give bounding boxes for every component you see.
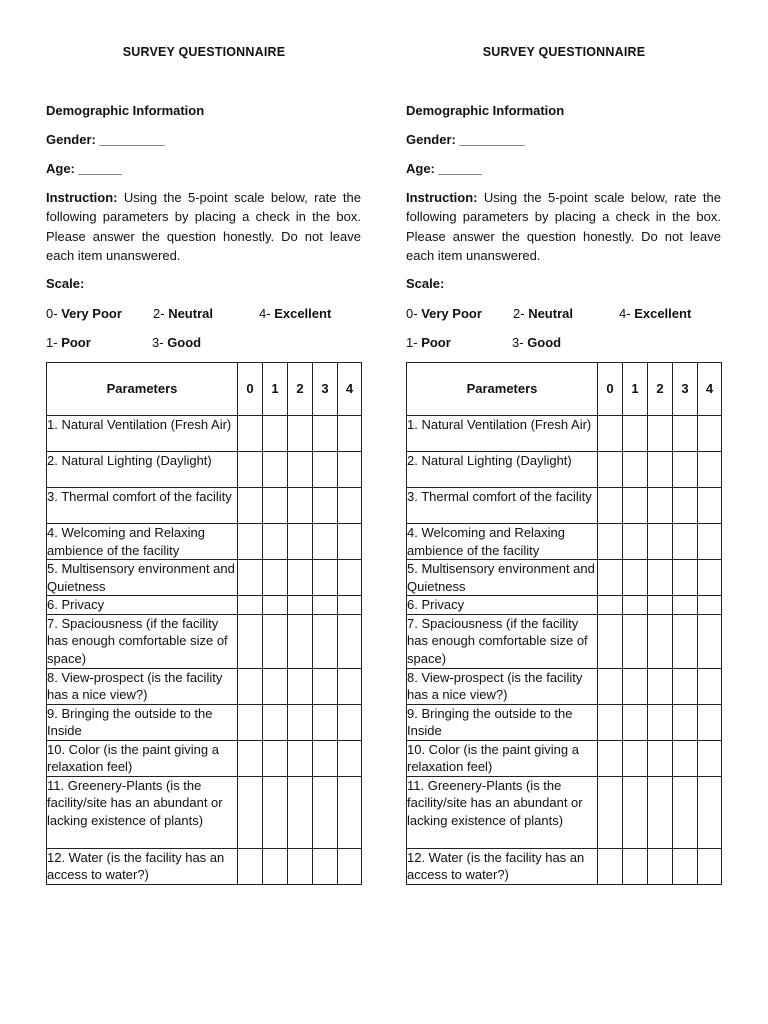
demographic-heading: Demographic Information bbox=[46, 103, 205, 118]
rating-cell-0[interactable] bbox=[598, 488, 623, 524]
rating-cell-1[interactable] bbox=[263, 524, 288, 560]
rating-cell-4[interactable] bbox=[338, 524, 362, 560]
rating-cell-2[interactable] bbox=[648, 488, 673, 524]
rating-cell-0[interactable] bbox=[598, 740, 623, 776]
rating-cell-4[interactable] bbox=[698, 596, 722, 615]
scale-item-0 bbox=[46, 304, 122, 323]
gender-label: Gender: bbox=[406, 132, 456, 147]
table-row bbox=[407, 776, 722, 848]
rating-cell-2[interactable] bbox=[288, 596, 313, 615]
table-header-row bbox=[407, 363, 722, 416]
rating-cell-2[interactable] bbox=[648, 524, 673, 560]
rating-cell-0[interactable] bbox=[238, 524, 263, 560]
table-row bbox=[407, 704, 722, 740]
parameter-label: 9. Bringing the outside to the Inside bbox=[407, 704, 598, 740]
gender-line bbox=[46, 130, 165, 149]
rating-cell-4[interactable] bbox=[698, 488, 722, 524]
parameter-label: 11. Greenery-Plants (is the facility/site has an abundant or lacking existence of plants) bbox=[47, 776, 238, 848]
rating-cell-3[interactable] bbox=[673, 596, 698, 615]
parameter-label: 5. Multisensory environment and Quietness bbox=[407, 560, 598, 596]
rating-cell-0[interactable] bbox=[598, 524, 623, 560]
rating-cell-1[interactable] bbox=[263, 488, 288, 524]
rating-cell-2[interactable] bbox=[288, 416, 313, 452]
score-header-4: 4 bbox=[338, 363, 362, 416]
rating-cell-3[interactable] bbox=[673, 560, 698, 596]
table-row bbox=[407, 668, 722, 704]
rating-cell-4[interactable] bbox=[338, 668, 362, 704]
rating-cell-3[interactable] bbox=[673, 452, 698, 488]
rating-cell-4[interactable] bbox=[338, 452, 362, 488]
parameter-label: 3. Thermal comfort of the facility bbox=[47, 488, 238, 524]
rating-cell-1[interactable] bbox=[263, 416, 288, 452]
rating-cell-1[interactable] bbox=[623, 524, 648, 560]
rating-cell-0[interactable] bbox=[598, 848, 623, 884]
parameter-label: 7. Spaciousness (if the facility has enough comfortable size of space) bbox=[407, 614, 598, 668]
table-row bbox=[407, 848, 722, 884]
age-line bbox=[406, 159, 482, 178]
rating-cell-0[interactable] bbox=[598, 704, 623, 740]
scale-item-1 bbox=[46, 333, 91, 352]
table-row bbox=[407, 524, 722, 560]
table-row bbox=[47, 668, 362, 704]
parameter-label: 3. Thermal comfort of the facility bbox=[407, 488, 598, 524]
scale-item-1 bbox=[406, 333, 451, 352]
rating-cell-2[interactable] bbox=[648, 848, 673, 884]
rating-cell-3[interactable] bbox=[313, 596, 338, 615]
table-row bbox=[407, 614, 722, 668]
rating-cell-2[interactable] bbox=[648, 776, 673, 848]
score-header-1: 1 bbox=[623, 363, 648, 416]
rating-cell-0[interactable] bbox=[238, 740, 263, 776]
rating-cell-4[interactable] bbox=[338, 848, 362, 884]
scale-number: 4- bbox=[259, 306, 271, 321]
rating-cell-0[interactable] bbox=[238, 848, 263, 884]
rating-cell-3[interactable] bbox=[313, 668, 338, 704]
scale-item-4 bbox=[619, 304, 691, 323]
rating-cell-4[interactable] bbox=[338, 740, 362, 776]
table-row bbox=[47, 614, 362, 668]
scale-number: 0- bbox=[46, 306, 58, 321]
scale-text: Poor bbox=[61, 335, 91, 350]
rating-cell-1[interactable] bbox=[623, 704, 648, 740]
table-row bbox=[47, 740, 362, 776]
rating-cell-2[interactable] bbox=[288, 524, 313, 560]
rating-cell-3[interactable] bbox=[673, 704, 698, 740]
table-row bbox=[47, 416, 362, 452]
rating-cell-0[interactable] bbox=[598, 776, 623, 848]
rating-cell-2[interactable] bbox=[648, 560, 673, 596]
parameter-label: 11. Greenery-Plants (is the facility/site has an abundant or lacking existence of plants) bbox=[407, 776, 598, 848]
rating-cell-3[interactable] bbox=[313, 740, 338, 776]
rating-cell-1[interactable] bbox=[263, 596, 288, 615]
rating-cell-4[interactable] bbox=[698, 776, 722, 848]
age-label: Age: bbox=[406, 161, 435, 176]
parameter-label: 5. Multisensory environment and Quietness bbox=[47, 560, 238, 596]
rating-cell-4[interactable] bbox=[338, 596, 362, 615]
age-label: Age: bbox=[46, 161, 75, 176]
rating-cell-1[interactable] bbox=[623, 452, 648, 488]
rating-cell-3[interactable] bbox=[313, 560, 338, 596]
instruction-label: Instruction: bbox=[46, 190, 118, 205]
scale-text: Good bbox=[167, 335, 202, 350]
instruction-paragraph bbox=[46, 188, 361, 265]
scale-label: Scale: bbox=[46, 276, 85, 291]
rating-cell-0[interactable] bbox=[598, 596, 623, 615]
rating-table bbox=[46, 362, 362, 885]
survey-title: SURVEY QUESTIONNAIRE bbox=[122, 45, 286, 59]
rating-cell-1[interactable] bbox=[623, 614, 648, 668]
rating-cell-4[interactable] bbox=[698, 452, 722, 488]
rating-cell-0[interactable] bbox=[238, 776, 263, 848]
rating-cell-4[interactable] bbox=[698, 524, 722, 560]
table-row bbox=[47, 452, 362, 488]
instruction-text: Using the 5-point scale below, rate the following parameters by placing a check in the box. Please answer the question honestly. Do not leave each item unanswered. bbox=[46, 190, 361, 263]
score-header-4: 4 bbox=[698, 363, 722, 416]
rating-cell-3[interactable] bbox=[673, 668, 698, 704]
parameter-label: 2. Natural Lighting (Daylight) bbox=[407, 452, 598, 488]
parameters-header: Parameters bbox=[47, 363, 238, 416]
rating-cell-3[interactable] bbox=[313, 776, 338, 848]
rating-cell-1[interactable] bbox=[263, 668, 288, 704]
rating-cell-0[interactable] bbox=[238, 704, 263, 740]
table-row bbox=[47, 488, 362, 524]
scale-item-3 bbox=[512, 333, 561, 352]
rating-cell-1[interactable] bbox=[263, 614, 288, 668]
rating-cell-0[interactable] bbox=[598, 416, 623, 452]
rating-cell-3[interactable] bbox=[313, 704, 338, 740]
rating-cell-3[interactable] bbox=[673, 614, 698, 668]
scale-text: Neutral bbox=[168, 306, 213, 321]
parameter-label: 6. Privacy bbox=[47, 596, 238, 615]
table-row bbox=[47, 704, 362, 740]
table-row bbox=[47, 776, 362, 848]
table-row bbox=[47, 596, 362, 615]
scale-number: 1- bbox=[406, 335, 418, 350]
instruction-paragraph bbox=[406, 188, 721, 265]
rating-cell-1[interactable] bbox=[263, 776, 288, 848]
rating-cell-3[interactable] bbox=[673, 416, 698, 452]
rating-cell-2[interactable] bbox=[288, 848, 313, 884]
parameter-label: 10. Color (is the paint giving a relaxation feel) bbox=[407, 740, 598, 776]
parameter-label: 2. Natural Lighting (Daylight) bbox=[47, 452, 238, 488]
scale-text: Very Poor bbox=[61, 306, 122, 321]
rating-cell-4[interactable] bbox=[698, 668, 722, 704]
table-row bbox=[47, 848, 362, 884]
rating-cell-4[interactable] bbox=[698, 740, 722, 776]
parameters-header: Parameters bbox=[407, 363, 598, 416]
rating-cell-4[interactable] bbox=[698, 848, 722, 884]
rating-cell-2[interactable] bbox=[288, 560, 313, 596]
rating-cell-1[interactable] bbox=[623, 848, 648, 884]
rating-cell-0[interactable] bbox=[598, 560, 623, 596]
scale-item-2 bbox=[153, 304, 213, 323]
rating-cell-2[interactable] bbox=[288, 668, 313, 704]
parameter-label: 4. Welcoming and Relaxing ambience of the facility bbox=[47, 524, 238, 560]
rating-cell-3[interactable] bbox=[673, 740, 698, 776]
rating-cell-0[interactable] bbox=[238, 614, 263, 668]
rating-cell-0[interactable] bbox=[238, 668, 263, 704]
rating-cell-4[interactable] bbox=[338, 416, 362, 452]
scale-text: Poor bbox=[421, 335, 451, 350]
parameter-label: 10. Color (is the paint giving a relaxation feel) bbox=[47, 740, 238, 776]
rating-cell-3[interactable] bbox=[313, 524, 338, 560]
table-row bbox=[47, 560, 362, 596]
rating-cell-0[interactable] bbox=[238, 416, 263, 452]
rating-cell-3[interactable] bbox=[313, 488, 338, 524]
rating-cell-3[interactable] bbox=[673, 488, 698, 524]
rating-cell-3[interactable] bbox=[673, 776, 698, 848]
rating-cell-3[interactable] bbox=[313, 848, 338, 884]
rating-cell-1[interactable] bbox=[623, 596, 648, 615]
age-field[interactable]: ______ bbox=[438, 161, 482, 176]
rating-cell-2[interactable] bbox=[648, 596, 673, 615]
gender-label: Gender: bbox=[46, 132, 96, 147]
scale-item-3 bbox=[152, 333, 201, 352]
rating-cell-2[interactable] bbox=[648, 704, 673, 740]
parameter-label: 6. Privacy bbox=[407, 596, 598, 615]
rating-cell-2[interactable] bbox=[648, 416, 673, 452]
scale-item-4 bbox=[259, 304, 331, 323]
scale-number: 2- bbox=[153, 306, 165, 321]
table-row bbox=[407, 416, 722, 452]
rating-cell-0[interactable] bbox=[598, 452, 623, 488]
score-header-3: 3 bbox=[673, 363, 698, 416]
scale-number: 1- bbox=[46, 335, 58, 350]
parameter-label: 1. Natural Ventilation (Fresh Air) bbox=[407, 416, 598, 452]
parameter-label: 12. Water (is the facility has an access to water?) bbox=[47, 848, 238, 884]
rating-cell-1[interactable] bbox=[623, 416, 648, 452]
rating-cell-2[interactable] bbox=[648, 452, 673, 488]
scale-item-0 bbox=[406, 304, 482, 323]
rating-cell-3[interactable] bbox=[673, 524, 698, 560]
rating-cell-4[interactable] bbox=[698, 560, 722, 596]
table-row bbox=[407, 740, 722, 776]
rating-cell-4[interactable] bbox=[338, 704, 362, 740]
rating-cell-4[interactable] bbox=[338, 776, 362, 848]
rating-cell-2[interactable] bbox=[288, 488, 313, 524]
scale-number: 2- bbox=[513, 306, 525, 321]
parameter-label: 12. Water (is the facility has an access to water?) bbox=[407, 848, 598, 884]
score-header-2: 2 bbox=[648, 363, 673, 416]
rating-cell-4[interactable] bbox=[338, 614, 362, 668]
rating-cell-1[interactable] bbox=[623, 740, 648, 776]
rating-table bbox=[406, 362, 722, 885]
scale-number: 0- bbox=[406, 306, 418, 321]
scale-text: Good bbox=[527, 335, 562, 350]
parameter-label: 8. View-prospect (is the facility has a nice view?) bbox=[407, 668, 598, 704]
gender-field[interactable]: _________ bbox=[99, 132, 165, 147]
rating-cell-2[interactable] bbox=[648, 668, 673, 704]
score-header-0: 0 bbox=[598, 363, 623, 416]
rating-cell-4[interactable] bbox=[698, 614, 722, 668]
scale-text: Excellent bbox=[274, 306, 332, 321]
rating-cell-0[interactable] bbox=[238, 596, 263, 615]
rating-cell-1[interactable] bbox=[263, 848, 288, 884]
age-line bbox=[46, 159, 122, 178]
score-header-0: 0 bbox=[238, 363, 263, 416]
rating-cell-1[interactable] bbox=[623, 488, 648, 524]
scale-label: Scale: bbox=[406, 276, 445, 291]
rating-cell-2[interactable] bbox=[288, 452, 313, 488]
demographic-heading: Demographic Information bbox=[406, 103, 565, 118]
rating-cell-0[interactable] bbox=[598, 668, 623, 704]
rating-cell-1[interactable] bbox=[623, 560, 648, 596]
table-header-row bbox=[47, 363, 362, 416]
scale-text: Excellent bbox=[634, 306, 692, 321]
rating-cell-1[interactable] bbox=[263, 740, 288, 776]
rating-cell-2[interactable] bbox=[648, 740, 673, 776]
rating-cell-2[interactable] bbox=[288, 704, 313, 740]
rating-cell-3[interactable] bbox=[673, 848, 698, 884]
table-row bbox=[407, 488, 722, 524]
rating-cell-3[interactable] bbox=[313, 416, 338, 452]
gender-field[interactable]: _________ bbox=[459, 132, 525, 147]
parameter-label: 4. Welcoming and Relaxing ambience of the facility bbox=[407, 524, 598, 560]
score-header-1: 1 bbox=[263, 363, 288, 416]
rating-cell-4[interactable] bbox=[698, 704, 722, 740]
scale-item-2 bbox=[513, 304, 573, 323]
rating-cell-3[interactable] bbox=[313, 452, 338, 488]
parameter-label: 1. Natural Ventilation (Fresh Air) bbox=[47, 416, 238, 452]
rating-cell-3[interactable] bbox=[313, 614, 338, 668]
score-header-2: 2 bbox=[288, 363, 313, 416]
rating-cell-1[interactable] bbox=[263, 704, 288, 740]
scale-text: Neutral bbox=[528, 306, 573, 321]
rating-cell-4[interactable] bbox=[338, 560, 362, 596]
gender-line bbox=[406, 130, 525, 149]
score-header-3: 3 bbox=[313, 363, 338, 416]
rating-cell-0[interactable] bbox=[238, 452, 263, 488]
rating-cell-2[interactable] bbox=[288, 740, 313, 776]
scale-number: 3- bbox=[512, 335, 524, 350]
rating-cell-2[interactable] bbox=[288, 614, 313, 668]
rating-cell-2[interactable] bbox=[288, 776, 313, 848]
instruction-label: Instruction: bbox=[406, 190, 478, 205]
rating-cell-1[interactable] bbox=[623, 668, 648, 704]
parameter-label: 9. Bringing the outside to the Inside bbox=[47, 704, 238, 740]
table-row bbox=[407, 560, 722, 596]
rating-cell-1[interactable] bbox=[263, 452, 288, 488]
table-row bbox=[407, 452, 722, 488]
scale-number: 3- bbox=[152, 335, 164, 350]
scale-number: 4- bbox=[619, 306, 631, 321]
survey-title: SURVEY QUESTIONNAIRE bbox=[482, 45, 646, 59]
rating-cell-0[interactable] bbox=[598, 614, 623, 668]
age-field[interactable]: ______ bbox=[78, 161, 122, 176]
rating-cell-4[interactable] bbox=[338, 488, 362, 524]
rating-cell-4[interactable] bbox=[698, 416, 722, 452]
rating-cell-0[interactable] bbox=[238, 488, 263, 524]
instruction-text: Using the 5-point scale below, rate the following parameters by placing a check in the box. Please answer the question honestly. Do not leave each item unanswered. bbox=[406, 190, 721, 263]
scale-text: Very Poor bbox=[421, 306, 482, 321]
table-row bbox=[47, 524, 362, 560]
rating-cell-2[interactable] bbox=[648, 614, 673, 668]
rating-cell-0[interactable] bbox=[238, 560, 263, 596]
rating-cell-1[interactable] bbox=[263, 560, 288, 596]
table-row bbox=[407, 596, 722, 615]
parameter-label: 7. Spaciousness (if the facility has enough comfortable size of space) bbox=[47, 614, 238, 668]
rating-cell-1[interactable] bbox=[623, 776, 648, 848]
parameter-label: 8. View-prospect (is the facility has a nice view?) bbox=[47, 668, 238, 704]
